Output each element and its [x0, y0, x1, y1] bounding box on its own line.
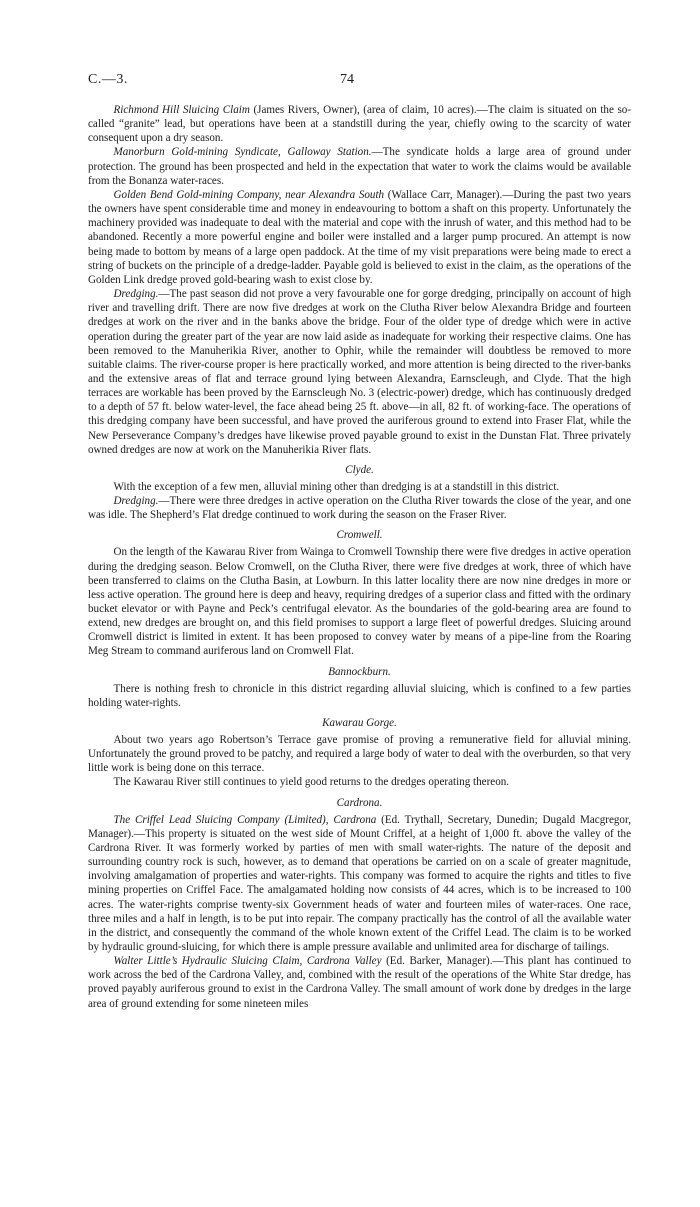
- claim-title: Manorburn Gold-mining Syndicate, Galloway Station.: [113, 146, 372, 159]
- claim-title: Walter Little’s Hydraulic Sluicing Claim, Cardrona Valley: [113, 955, 382, 968]
- paragraph-golden-bend: Golden Bend Gold-mining Company, near Alexandra South (Wallace Carr, Manager).—During the past two years the owners have spent considerable time and money in endeavouring to bottom a shaft on this property. Unfortunately the machinery provided was inadequate to deal with the material and cope with the inrush of water, and this method had to be abandoned. Recently a more powerful engine and boiler were installed and a larger pump procured. An attempt is now being made to bottom by means of a large open paddock. At the time of my visit preparations were being made to erect a string of buckets on the principle of a dredge-ladder. Payable gold is believed to exist in the claim, as the operations of the Golden Link dredge proved gold-bearing wash to exist close by.: [88, 188, 631, 286]
- section-heading-cromwell: Cromwell.: [336, 529, 383, 542]
- paragraph-walter-little: Walter Little’s Hydraulic Sluicing Claim, Cardrona Valley (Ed. Barker, Manager).—This plant has continued to work across the bed of the Cardrona Valley, and, combined with the result of the operations of the White Star dredge, has proved payably auriferous ground to exist in the Cardrona Valley. The small amount of work done by dredges in the large area of ground extending for some nineteen miles: [88, 955, 631, 1010]
- claim-title: Golden Bend Gold-mining Company, near Alexandra South: [113, 188, 385, 201]
- paragraph-clyde-dredging: Dredging.—There were three dredges in active operation on the Clutha River towards the close of the year, and one was idle. The Shepherd’s Flat dredge continued to work during the season on the Fraser River.: [88, 495, 631, 522]
- document-reference: C.—3.: [88, 72, 128, 87]
- paragraph-kawarau-river: The Kawarau River still continues to yield good returns to the dredges operating thereon.: [113, 776, 510, 789]
- section-heading-kawarau-gorge: Kawarau Gorge.: [322, 716, 397, 729]
- paragraph-richmond-hill: Richmond Hill Sluicing Claim (James Rivers, Owner), (area of claim, 10 acres).—The claim is situated on the so-called “granite” lead, but operations have been at a standstill during the year, chiefly owing to the scarcity of water consequent upon a dry season.: [88, 104, 632, 145]
- paragraph-dredging-alexandra: Dredging.—The past season did not prove a very favourable one for gorge dredging, principally on account of high river and travelling drift. There are now five dredges at work on the Clutha River below Alexandra Bridge and fourteen dredges at work on the river and in the banks above the bridge. Four of the older type of dredge which were in active operation during the greater part of the year are now laid aside as inadequate for working their respective claims. One has been removed to the Manuherikia River, another to Ophir, while the remainder will doubtless be removed to more suitable claims. The river-course proper is here practically worked, and more attention is being directed to the river-banks and the extensive areas of flat and terrace ground lying between Alexandra, Earnscleugh, and Clyde. That the high terraces are workable has been proved by the Earnscleugh No. 3 (electric-power) dredge, which has continuously dredged to a depth of 57 ft. below water-level, the face ahead being 25 ft. above—in all, 82 ft. of working-face. The operations of this dredging company have been successful, and have proved the auriferous ground to extend into Fraser Flat, while the New Perseverance Company’s dredges have likewise proved payable ground to exist in the Dunstan Flat. Three privately owned dredges are now at work on the Manuherikia River flats.: [88, 288, 631, 456]
- claim-title: Dredging.: [113, 288, 159, 301]
- section-heading-clyde: Clyde.: [345, 463, 374, 476]
- claim-title: The Criffel Lead Sluicing Company (Limited), Cardrona: [113, 813, 377, 826]
- paragraph-bannockburn: There is nothing fresh to chronicle in this district regarding alluvial sluicing, which is confined to a few parties holding water-rights.: [88, 682, 631, 709]
- page-number: 74: [340, 72, 354, 87]
- paragraph-manorburn: Manorburn Gold-mining Syndicate, Galloway Station.—The syndicate holds a large area of ground under protection. The ground has been prospected and held in the expectation that water to work the claims would be available from the Bonanza water-races.: [88, 146, 631, 187]
- paragraph-clyde-alluvial: With the exception of a few men, alluvial mining other than dredging is at a standstill in this district.: [113, 480, 560, 493]
- paragraph-kawarau-terrace: About two years ago Robertson’s Terrace gave promise of proving a remunerative field for alluvial mining. Unfortunately the ground proved to be patchy, and required a large body of water to deal with the overburden, so that very little work is being done on this terrace.: [88, 733, 631, 775]
- section-heading-bannockburn: Bannockburn.: [328, 665, 391, 678]
- claim-title: Dredging.: [113, 495, 159, 508]
- body-text: [88, 103, 631, 1011]
- paragraph-criffel-lead: The Criffel Lead Sluicing Company (Limited), Cardrona (Ed. Trythall, Secretary, Dunedin; Dugald Macgregor, Manager).—This property is situated on the west side of Mount Criffel, at a height of 1,000 ft. above the valley of the Cardrona River. It was formerly worked by parties of men with small water-rights. The nature of the deposit and surrounding country rock is such, however, as to demand that operations be carried on on a scale of greater magnitude, involving amalgamation of properties and water-rights. This company was formed to acquire the rights and titles to five mining properties on Criffel Face. The amalgamated holding now consists of 44 acres, which is to be increased to 100 acres. The water-rights comprise twenty-six Government heads of water and fourteen miles of water-races. One race, three miles and a half in length, is to be put into repair. The company practically has the control of all the available water in the district, and consequently the command of the whole known extent of the Criffel Lead. The claim is to be worked by hydraulic ground-sluicing, for which there is ample pressure available and unlimited area for discharge of tailings.: [88, 813, 631, 953]
- claim-title: Richmond Hill Sluicing Claim: [113, 104, 250, 116]
- section-heading-cardrona: Cardrona.: [336, 796, 383, 809]
- paragraph-cromwell: On the length of the Kawarau River from Wainga to Cromwell Township there were five dredges in active operation during the dredging season. Below Cromwell, on the Clutha River, there were five dredges at work, three of which have been transferred to claims on the Clutha Basin, at Lowburn. In this latter locality there are now nine dredges in more or less active operation. The ground here is deep and heavy, requiring dredges of a superior class and fitted with the ordinary bucket elevator or with Payne and Peck’s centrifugal elevator. As the boundaries of the gold-bearing area are found to extend, new dredges are brought on, and this field promises to support a large fleet of powerful dredges. Sluicing around Cromwell district is limited in extent. It has been proposed to convey water by means of a pipe-line from the Roaring Meg Stream to command auriferous land on Cromwell Flat.: [88, 546, 631, 658]
